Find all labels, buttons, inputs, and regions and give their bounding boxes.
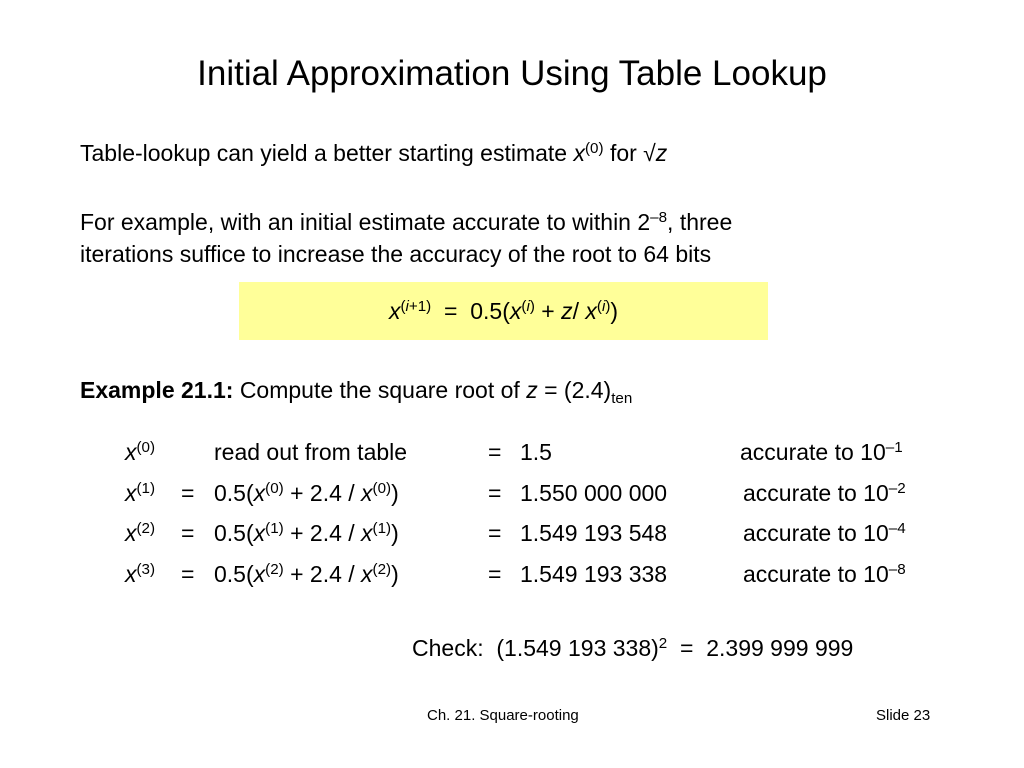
example-base: ten: [611, 389, 633, 407]
iteration-equals: =: [488, 520, 502, 546]
formula-x1-sup: (i): [521, 298, 535, 316]
formula-coef: 0.5(: [470, 298, 510, 324]
example-text: Compute the square root of: [239, 377, 520, 403]
formula-close: ): [610, 298, 619, 324]
formula-x2-sup: (i): [596, 298, 611, 316]
formula-x2: x: [585, 298, 597, 324]
iteration-equals: =: [488, 439, 502, 465]
iteration-accuracy: accurate to $10^{-4}$: [743, 520, 906, 546]
estimate-variable: x: [573, 140, 585, 166]
iteration-expr: $0.5(x^{(2)} + 2.4 / x^{(2)})$: [214, 561, 399, 587]
iteration-row: [0, 517, 1024, 549]
intro-line-2-text: For example, with an initial estimate accurate to within 2: [80, 209, 651, 235]
formula-slash: /: [572, 298, 579, 324]
iteration-assign: =: [181, 520, 195, 546]
iteration-expr: $0.5(x^{(0)} + 2.4 / x^{(0)})$: [214, 480, 399, 506]
check-result: 2.399 999 999: [706, 635, 854, 661]
iteration-value: 1.549 193 548: [520, 520, 668, 546]
accuracy-exponent: –8: [650, 209, 668, 227]
intro-line-1: [80, 137, 667, 169]
example-label: Example 21.1:: [80, 377, 234, 403]
iteration-lhs: $x^{(0)}$: [125, 439, 156, 465]
iteration-assign: =: [181, 480, 195, 506]
iteration-row: [0, 558, 1024, 590]
formula-plus: +: [541, 298, 555, 324]
iteration-value: 1.5: [520, 439, 552, 465]
example-heading: [80, 374, 632, 406]
iteration-value: 1.549 193 338: [520, 561, 668, 587]
sqrt-symbol: √: [643, 140, 656, 166]
iteration-equals: =: [488, 480, 502, 506]
estimate-superscript: (0): [585, 140, 604, 158]
footer-slide-number: Slide 23: [876, 707, 931, 724]
iteration-expr: read out from table: [214, 439, 408, 465]
iteration-accuracy: accurate to $10^{-8}$: [743, 561, 906, 587]
intro-line-1-text: Table-lookup can yield a better starting estimate: [80, 140, 568, 166]
iteration-row: [0, 436, 1024, 468]
iteration-value: 1.550 000 000: [520, 480, 668, 506]
example-value: = (2.4): [544, 377, 612, 403]
iteration-accuracy: accurate to $10^{-2}$: [743, 480, 906, 506]
check-exponent: 2: [658, 635, 668, 653]
check-expr: (1.549 193 338): [496, 635, 659, 661]
formula-x1: x: [509, 298, 522, 324]
iteration-lhs: $x^{(3)}$: [125, 561, 156, 587]
footer-chapter: Ch. 21. Square-rooting: [427, 707, 579, 724]
iteration-lhs: $x^{(1)}$: [125, 480, 156, 506]
iteration-assign: =: [181, 561, 195, 587]
formula-lhs-var: x: [388, 298, 401, 324]
check-label: Check:: [412, 635, 484, 661]
sqrt-operand: z: [655, 140, 668, 166]
formula-equals: =: [444, 298, 458, 324]
formula-box: [239, 282, 768, 340]
iteration-row: [0, 477, 1024, 509]
intro-for: for: [609, 140, 637, 166]
intro-line-3: iterations suffice to increase the accuracy of the root to 64 bits: [80, 241, 712, 267]
iteration-formula: [239, 295, 768, 327]
check-line: [412, 632, 853, 664]
check-equals: =: [680, 635, 694, 661]
iteration-expr: $0.5(x^{(1)} + 2.4 / x^{(1)})$: [214, 520, 399, 546]
formula-lhs-sup: (i+1): [400, 298, 432, 316]
iteration-accuracy: accurate to $10^{-1}$: [740, 439, 903, 465]
iteration-lhs: $x^{(2)}$: [125, 520, 156, 546]
intro-line-2-tail: , three: [667, 209, 733, 235]
iteration-equals: =: [488, 561, 502, 587]
slide-title: Initial Approximation Using Table Lookup: [197, 54, 827, 93]
example-z: z: [526, 377, 538, 403]
intro-line-2: [80, 206, 732, 238]
formula-z: z: [561, 298, 573, 324]
